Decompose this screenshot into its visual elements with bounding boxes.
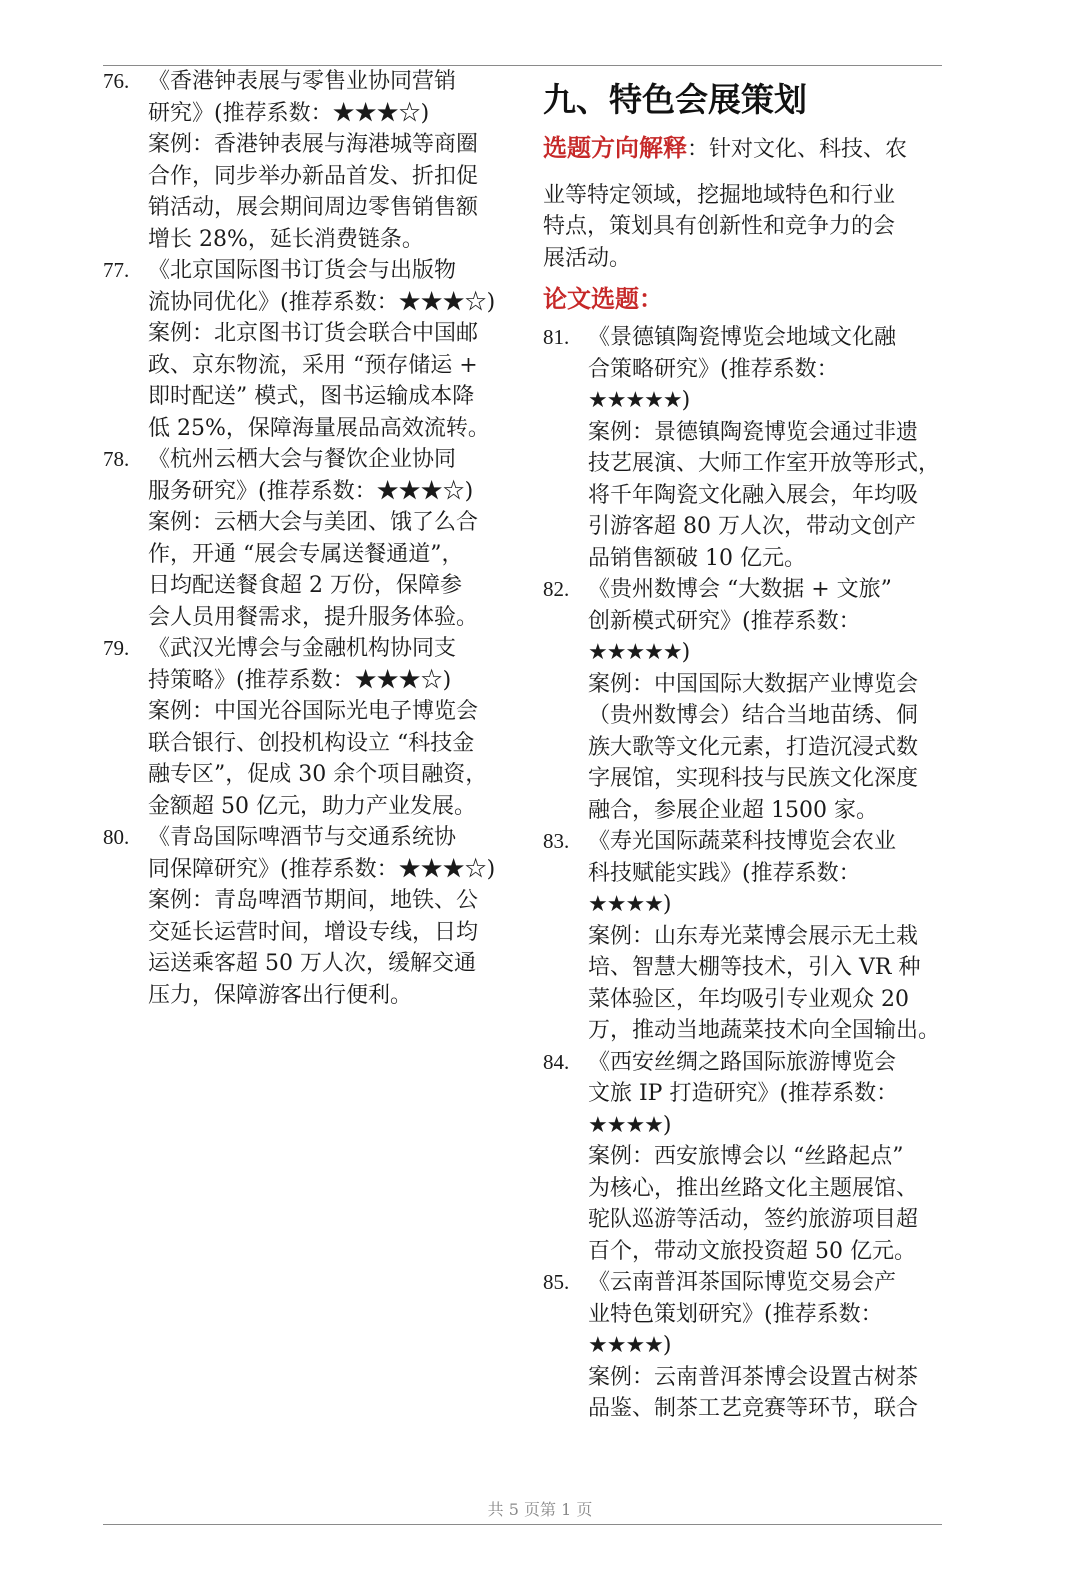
item-case-line: 联合银行、创投机构设立 “科技金 <box>148 730 475 756</box>
item-case-line: 品鉴、制茶工艺竞赛等环节，联合 <box>588 1396 919 1421</box>
direction-line: 业等特定领域，挖掘地域特色和行业 <box>543 182 896 208</box>
item-number: 84. <box>543 1049 570 1074</box>
bottom-rule <box>103 1524 942 1525</box>
item-title-line: 文旅 IP 打造研究》(推荐系数： <box>588 1081 899 1106</box>
item-number: 81. <box>543 325 570 349</box>
item-number: 85. <box>543 1270 570 1294</box>
item-case-line: 作，开通 “展会专属送餐通道”， <box>148 541 464 567</box>
list-item <box>543 1047 953 1268</box>
item-number: 76. <box>103 69 130 93</box>
item-case-line: 字展馆，实现科技与民族文化深度 <box>588 766 919 791</box>
item-case-line: （贵州数博会）结合当地苗绣、侗 <box>588 703 919 728</box>
item-rating-line: ★★★★) <box>588 1112 671 1138</box>
item-case-line: 政、京东物流，采用 “预存储运 + <box>148 352 478 378</box>
item-body <box>588 826 953 1047</box>
item-case-line: 将千年陶瓷文化融入展会，年均吸 <box>588 482 919 508</box>
item-title-line: 《寿光国际蔬菜科技博览会农业 <box>588 829 897 854</box>
item-number: 83. <box>543 829 570 853</box>
item-case-line: 融合，参展企业超 1500 家。 <box>588 797 878 823</box>
item-number: 77. <box>103 258 130 282</box>
item-case-line: 案例：中国国际大数据产业博览会 <box>588 671 919 697</box>
item-title-line: 服务研究》(推荐系数：★★★☆) <box>148 478 474 504</box>
item-title-line: 同保障研究》(推荐系数：★★★☆) <box>148 856 496 882</box>
item-case-line: 为核心，推出丝路文化主题展馆、 <box>588 1175 919 1201</box>
item-case-line: 运送乘客超 50 万人次，缓解交通 <box>148 951 476 976</box>
list-item <box>103 66 523 255</box>
item-case-line: 驼队巡游等活动，签约旅游项目超 <box>588 1207 919 1232</box>
item-title-line: 合策略研究》(推荐系数： <box>588 356 839 382</box>
direction-paragraph <box>543 133 953 274</box>
item-title-line: 《景德镇陶瓷博览会地域文化融 <box>588 325 897 350</box>
item-title-line: 流协同优化》(推荐系数：★★★☆) <box>148 289 496 315</box>
item-title-line: 《北京国际图书订货会与出版物 <box>148 258 457 283</box>
item-rating-line: ★★★★★) <box>588 388 690 413</box>
item-body <box>148 822 523 1011</box>
item-body <box>588 1047 953 1268</box>
list-item <box>543 826 953 1047</box>
item-case-line: 案例：香港钟表展与海港城等商圈 <box>148 132 479 157</box>
item-case-line: 族大歌等文化元素，打造沉浸式数 <box>588 734 919 760</box>
item-title-line: 《香港钟表展与零售业协同营销 <box>148 69 457 94</box>
item-body <box>588 1267 953 1425</box>
item-case-line: 销活动，展会期间周边零售销售额 <box>148 195 479 220</box>
list-item <box>543 322 953 574</box>
item-number: 82. <box>543 577 570 601</box>
item-case-line: 融专区”，促成 30 余个项目融资， <box>148 762 488 787</box>
item-number: 80. <box>103 825 130 849</box>
section-heading: 九、特色会展策划 <box>543 80 807 119</box>
item-rating-line: ★★★★) <box>588 892 671 917</box>
list-item <box>543 574 953 826</box>
item-title-line: 《杭州云栖大会与餐饮企业协同 <box>148 447 457 472</box>
item-number: 78. <box>103 447 130 471</box>
direction-label: 选题方向解释 <box>543 134 687 162</box>
item-body <box>148 255 523 444</box>
item-case-line: 菜体验区，年均吸引专业观众 20 <box>588 986 909 1012</box>
item-title-line: 《西安丝绸之路国际旅游博览会 <box>588 1049 897 1075</box>
item-rating-line: ★★★★) <box>588 1333 671 1358</box>
item-case-line: 会人员用餐需求，提升服务体验。 <box>148 604 479 630</box>
item-title-line: 《云南普洱茶国际博览交易会产 <box>588 1270 897 1295</box>
item-case-line: 案例：中国光谷国际光电子博览会 <box>148 699 479 724</box>
list-item <box>103 255 523 444</box>
list-item <box>103 444 523 633</box>
item-case-line: 培、智慧大棚等技术，引入 VR 种 <box>588 955 921 980</box>
direction-first-text: ：针对文化、科技、农 <box>687 137 908 162</box>
item-title-line: 持策略》(推荐系数：★★★☆) <box>148 667 452 693</box>
item-body <box>588 322 953 574</box>
item-title-line: 创新模式研究》(推荐系数： <box>588 608 861 634</box>
item-rating-line: ★★★★★) <box>588 640 690 665</box>
item-case-line: 案例：西安旅博会以 “丝路起点” <box>588 1144 904 1169</box>
right-column <box>543 66 953 1425</box>
item-body <box>588 574 953 826</box>
item-case-line: 案例：北京图书订货会联合中国邮 <box>148 321 479 346</box>
item-case-line: 品销售额破 10 亿元。 <box>588 545 806 571</box>
page-footer: 共 5 页第 1 页 <box>487 1500 593 1519</box>
topics-heading: 论文选题： <box>543 285 663 313</box>
item-case-line: 增长 28%，延长消费链条。 <box>148 226 424 252</box>
item-case-line: 案例：山东寿光菜博会展示无土栽 <box>588 923 919 949</box>
item-case-line: 百个，带动文旅投资超 50 亿元。 <box>588 1238 916 1264</box>
item-title-line: 《青岛国际啤酒节与交通系统协 <box>148 825 457 850</box>
list-item <box>103 822 523 1011</box>
item-case-line: 案例：青岛啤酒节期间，地铁、公 <box>148 888 479 913</box>
item-case-line: 即时配送” 模式，图书运输成本降 <box>148 384 475 409</box>
item-case-line: 案例：云南普洱茶博会设置古树茶 <box>588 1364 919 1390</box>
item-case-line: 引游客超 80 万人次，带动文创产 <box>588 514 916 539</box>
item-case-line: 技艺展演、大师工作室开放等形式， <box>588 451 941 476</box>
item-body <box>148 444 523 633</box>
item-title-line: 《武汉光博会与金融机构协同支 <box>148 636 457 661</box>
list-item <box>543 1267 953 1425</box>
list-item <box>103 633 523 822</box>
item-title-line: 《贵州数博会 “大数据 + 文旅” <box>588 577 892 602</box>
item-title-line: 研究》(推荐系数：★★★☆) <box>148 100 430 126</box>
item-case-line: 案例：云栖大会与美团、饿了么合 <box>148 510 479 535</box>
item-case-line: 压力，保障游客出行便利。 <box>148 982 413 1008</box>
direction-line: 特点，策划具有创新性和竞争力的会 <box>543 214 896 239</box>
item-title-line: 科技赋能实践》(推荐系数： <box>588 860 861 886</box>
item-number: 79. <box>103 636 130 660</box>
item-case-line: 金额超 50 亿元，助力产业发展。 <box>148 793 476 819</box>
item-case-line: 交延长运营时间，增设专线，日均 <box>148 919 479 945</box>
left-column <box>103 66 523 1011</box>
item-case-line: 案例：景德镇陶瓷博览会通过非遗 <box>588 419 919 445</box>
item-title-line: 业特色策划研究》(推荐系数： <box>588 1301 883 1327</box>
item-body <box>148 66 523 255</box>
direction-line: 展活动。 <box>543 245 632 271</box>
item-case-line: 合作，同步举办新品首发、折扣促 <box>148 163 479 189</box>
direction-first-line <box>543 133 953 166</box>
item-body <box>148 633 523 822</box>
item-case-line: 低 25%，保障海量展品高效流转。 <box>148 415 490 441</box>
item-case-line: 日均配送餐食超 2 万份，保障参 <box>148 573 462 598</box>
item-case-line: 万，推动当地蔬菜技术向全国输出。 <box>588 1018 941 1043</box>
